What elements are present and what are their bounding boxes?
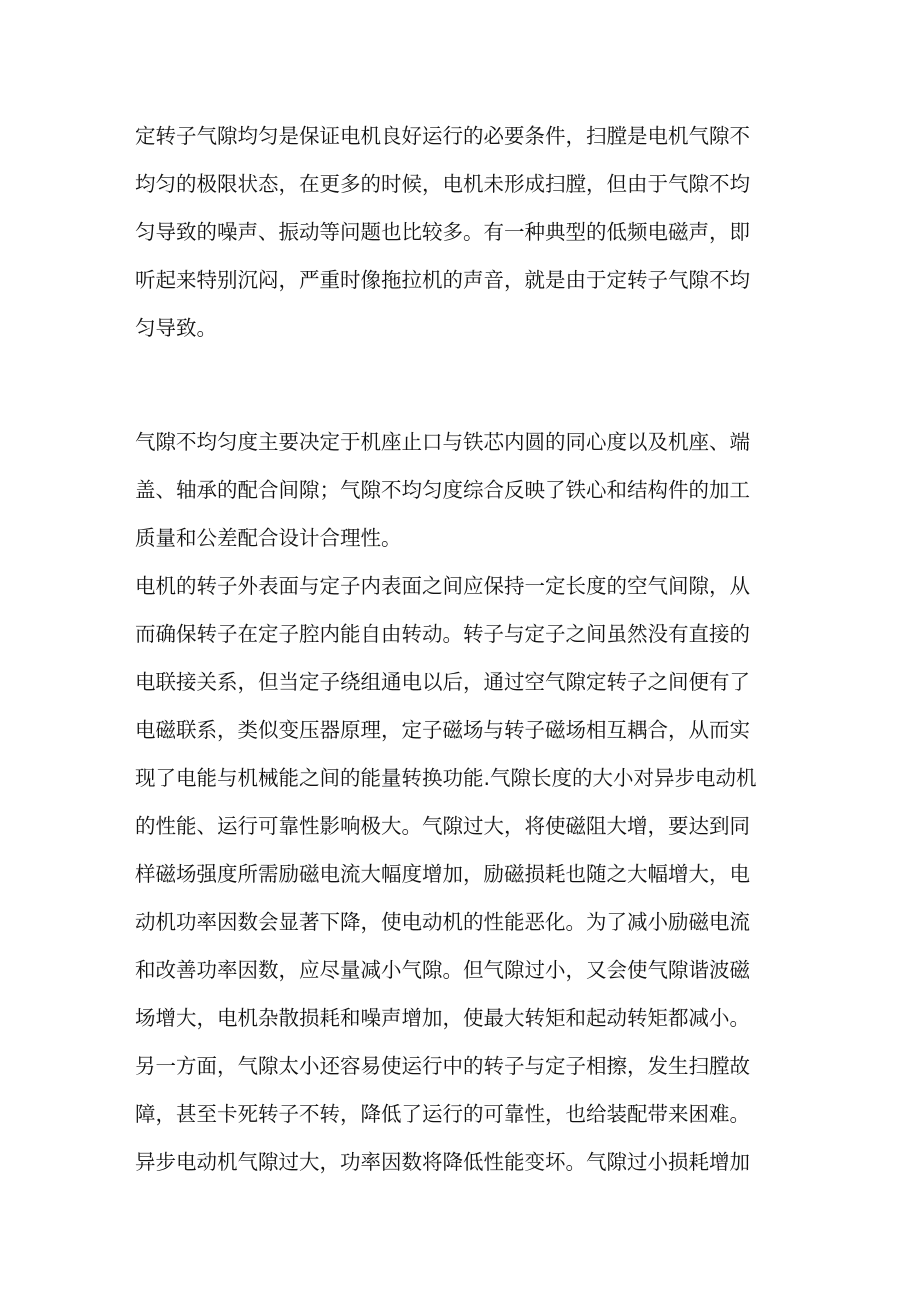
text-line: 均匀的极限状态，在更多的时候，电机未形成扫膛，但由于气隙不均	[135, 172, 750, 196]
text-line: 样磁场强度所需励磁电流大幅度增加，励磁损耗也随之大幅增大，电	[135, 862, 750, 886]
text-line: 听起来特别沉闷，严重时像拖拉机的声音，就是由于定转子气隙不均	[135, 268, 750, 292]
paragraph-spacer	[135, 352, 795, 418]
text-line: 质量和公差配合设计合理性。	[135, 526, 402, 550]
text-line: 电磁联系，类似变压器原理，定子磁场与转子磁场相互耦合，从而实	[135, 718, 750, 742]
text-line: 电机的转子外表面与定子内表面之间应保持一定长度的空气间隙，从	[135, 574, 750, 598]
text-line: 现了电能与机械能之间的能量转换功能.气隙长度的大小对异步电动机	[135, 766, 757, 790]
text-line: 和改善功率因数，应尽量减小气隙。但气隙过小，又会使气隙谐波磁	[135, 958, 750, 982]
document-content	[135, 112, 795, 1186]
paragraph-1	[135, 112, 795, 352]
text-line: 匀导致。	[135, 316, 217, 340]
text-line: 另一方面，气隙太小还容易使运行中的转子与定子相擦，发生扫膛故	[135, 1054, 750, 1078]
text-line: 场增大，电机杂散损耗和噪声增加，使最大转矩和起动转矩都减小。	[135, 1006, 750, 1030]
text-line: 匀导致的噪声、振动等问题也比较多。有一种典型的低频电磁声，即	[135, 220, 750, 244]
text-line: 盖、轴承的配合间隙；气隙不均匀度综合反映了铁心和结构件的加工	[135, 478, 750, 502]
text-line: 气隙不均匀度主要决定于机座止口与铁芯内圆的同心度以及机座、端	[135, 430, 750, 454]
text-line: 障，甚至卡死转子不转，降低了运行的可靠性，也给装配带来困难。	[135, 1102, 750, 1126]
text-line: 电联接关系，但当定子绕组通电以后，通过空气隙定转子之间便有了	[135, 670, 750, 694]
paragraph-3	[135, 562, 795, 1186]
text-line: 定转子气隙均匀是保证电机良好运行的必要条件，扫膛是电机气隙不	[135, 124, 750, 148]
text-line: 异步电动机气隙过大，功率因数将降低性能变坏。气隙过小损耗增加	[135, 1150, 750, 1174]
paragraph-2	[135, 418, 795, 562]
text-line: 的性能、运行可靠性影响极大。气隙过大，将使磁阻大增，要达到同	[135, 814, 750, 838]
text-line: 动机功率因数会显著下降，使电动机的性能恶化。为了减小励磁电流	[135, 910, 750, 934]
text-line: 而确保转子在定子腔内能自由转动。转子与定子之间虽然没有直接的	[135, 622, 750, 646]
